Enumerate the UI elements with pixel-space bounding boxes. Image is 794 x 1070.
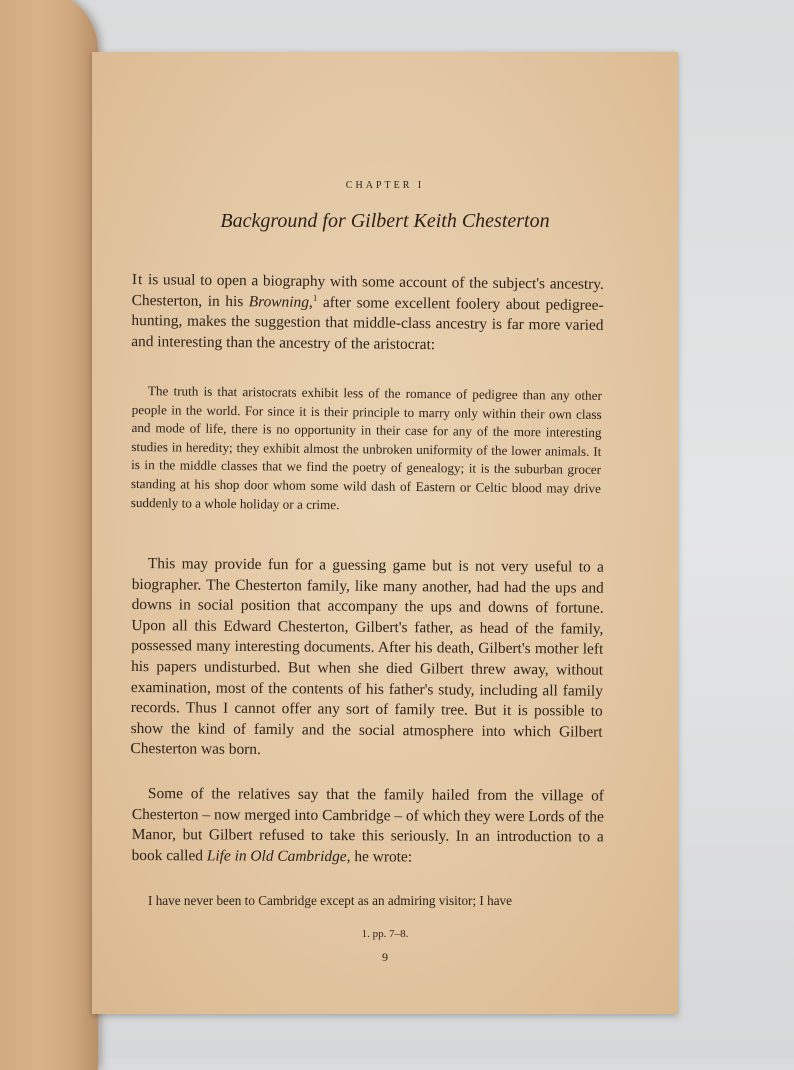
paragraph-1-part1: is usual to open a biography with some account of the subject's ancestry. Chesterton, in his	[131, 271, 604, 310]
paragraph-3-part1: Some of the relatives say that the family hailed from the village of Chesterton – now merged into Cambridge – of which they were Lords of the Manor, but Gilbert refused to take this seriously. In an introduction to a book called	[131, 785, 604, 865]
book-page	[92, 52, 678, 1014]
paragraph-3-part2: , he wrote:	[346, 847, 413, 866]
page-number: 9	[382, 950, 388, 964]
paragraph-3	[132, 784, 604, 869]
paragraph-2: This may provide fun for a guessing game but is not very useful to a biographer. The Chesterton family, like many another, had had the ups and downs in social position that accompany the ups and downs of fortune. Upon all this Edward Chesterton, Gilbert's father, as head of the family, possessed many interesting documents. After his death, Gilbert's mother left his papers undisturbed. But when she died Gilbert threw away, without examination, most of the contents of his father's study, including all family records. Thus I cannot offer any sort of family tree. But it is possible to show the kind of family and the social atmosphere into which Gilbert Chesterton was born.	[130, 555, 604, 759]
footnote-marker: 1	[312, 292, 318, 303]
browning-title: Browning,	[248, 292, 313, 311]
block-quote-1: The truth is that aristocrats exhibit less of the romance of pedigree than any other people in the world. For since it is their principle to marry only within their own class and mode of life, there is no opportunity in their case for any of the more interesting studies in heredity; they exhibit almost the unbroken uniformity of the lower animals. It is in the middle classes that we find the poetry of genealogy; it is the suburban grocer standing at his shop door whom some wild dash of Eastern or Celtic blood may drive suddenly to a whole holiday or a crime.	[130, 383, 602, 512]
left-page-edge	[0, 0, 98, 1070]
paragraph-1-part2: after some excellent foolery about pedigree-hunting, makes the suggestion that middle-class ancestry is far more varied and interesting than the ancestry of the aristocrat:	[131, 293, 604, 353]
book-title: Life in Old Cambridge	[206, 847, 347, 865]
footnote: 1. pp. 7–8.	[361, 928, 409, 940]
dropcap: It	[131, 270, 144, 289]
chapter-title: Background for Gilbert Keith Chesterton	[220, 210, 550, 232]
paragraph-1	[131, 270, 604, 357]
chapter-label: CHAPTER I	[345, 180, 425, 191]
block-quote-2: I have never been to Cambridge except as an admiring visitor; I have	[148, 893, 512, 908]
